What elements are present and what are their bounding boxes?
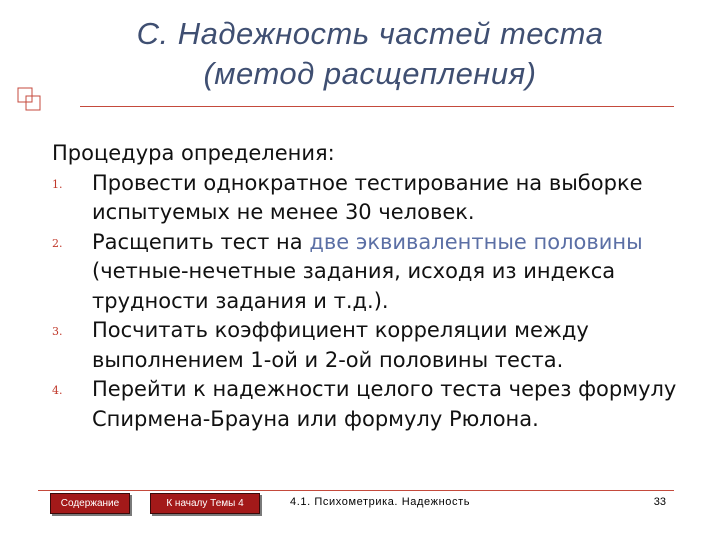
title-divider xyxy=(80,106,674,107)
list-item-text: Провести однократное тестирование на выборке испытуемых не менее 30 человек. xyxy=(92,170,643,224)
list-item-text xyxy=(92,230,643,313)
list-item xyxy=(52,169,692,228)
list-item-text: Посчитать коэффициент корреляции между выполнением 1-ой и 2-ой половины теста. xyxy=(92,318,589,372)
list-item-text-start: Расщепить тест на xyxy=(92,229,310,254)
procedure-heading: Процедура определения: xyxy=(52,141,335,165)
footer-divider xyxy=(38,490,674,491)
list-item-text: Перейти к надежности целого теста через формулу Спирмена-Брауна или формулу Рюлона. xyxy=(92,377,677,431)
highlighted-phrase: две эквивалентные половины xyxy=(309,229,643,254)
list-item xyxy=(52,375,692,434)
list-item xyxy=(52,316,692,375)
page-number: 33 xyxy=(653,496,666,508)
theme-start-button[interactable]: К началу Темы 4 xyxy=(150,493,260,514)
contents-button[interactable]: Содержание xyxy=(50,493,130,514)
procedure-steps xyxy=(52,169,692,435)
list-number: 1. xyxy=(52,177,63,191)
list-item xyxy=(52,228,692,317)
list-item-text-end: (четные-нечетные задания, исходя из индекса трудности задания и т.д.). xyxy=(92,259,616,313)
footer-course-label: 4.1. Психометрика. Надежность xyxy=(290,496,471,508)
list-number: 4. xyxy=(52,384,63,397)
list-number: 2. xyxy=(52,236,63,250)
slide-body xyxy=(52,139,692,434)
slide-title xyxy=(60,14,680,94)
slide-title-line-1: C. Надежность частей теста xyxy=(136,16,604,51)
list-number: 3. xyxy=(52,325,63,338)
slide-title-line-2: (метод расщепления) xyxy=(203,56,537,91)
